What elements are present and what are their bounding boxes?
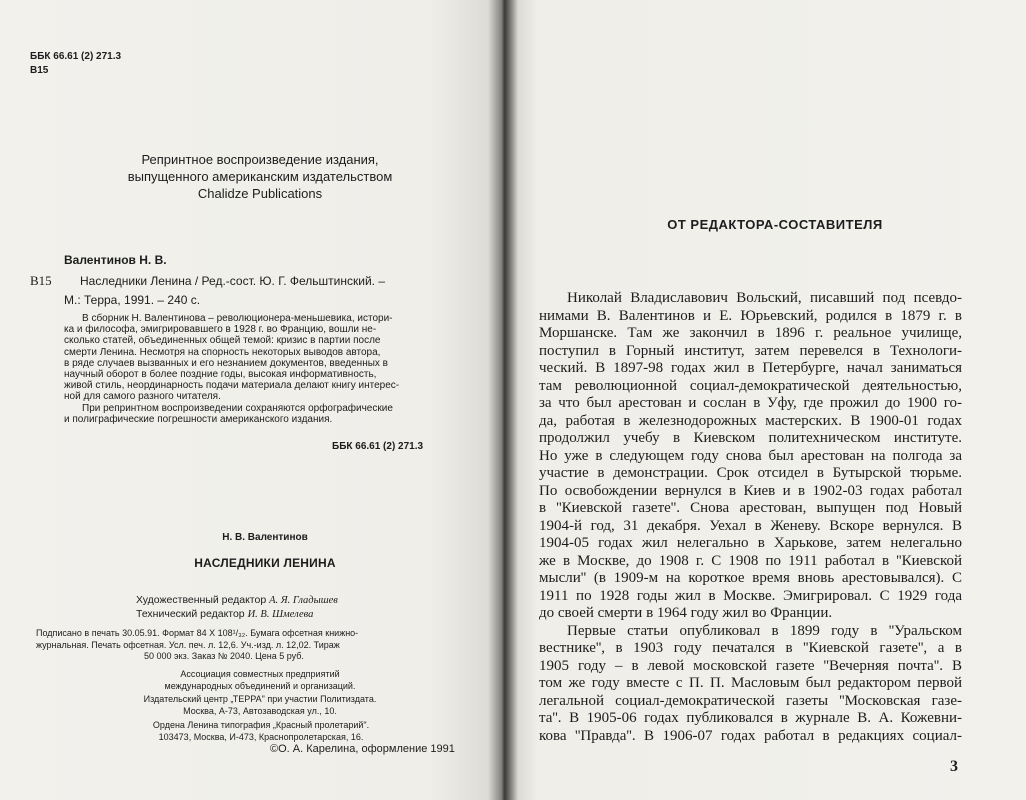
body-line: Николай Владиславович Вольский, писавший под псевдо- (567, 290, 962, 306)
body-line: за что был арестован и сослан в Уфу, где прожил до 1900 го- (539, 395, 962, 411)
copyright: ©О. А. Карелина, оформление 1991 (270, 743, 455, 755)
body-text (539, 290, 962, 745)
body-line: Но уже в следующем году снова был арестован на полгода за (539, 447, 962, 464)
book-gutter (488, 0, 518, 800)
body-line: поступил в Горный институт, затем перевелся в Технологи- (539, 342, 962, 359)
association-line: международных объединений и организаций. (164, 680, 356, 691)
print-data (36, 628, 466, 663)
print-data-line: 50 000 экз. Заказ № 2040. Цена 5 руб. (144, 651, 304, 661)
annotation-line: В сборник Н. Валентинова – революционера-меньшевика, истори- (82, 313, 393, 324)
tech-editor (136, 608, 313, 620)
print-data-line: журнальная. Печать офсетная. Усл. печ. л. 12,6. Уч.-изд. л. 12,02. Тираж (36, 639, 340, 650)
body-line: участие в демонстрации. Срок отсидел в Бутырской тюрьме. (539, 465, 962, 481)
bibliographic-entry (64, 272, 464, 310)
annotation-line: смерти Ленина. Несмотря на спорность некоторых выводов автора, (64, 346, 381, 358)
body-line: до своей смерти в 1964 году жил во Франции. (539, 605, 833, 621)
page-number: 3 (950, 758, 958, 775)
body-line: же в Москве, до 1908 г. С 1908 по 1911 работал в ''Киевской (539, 552, 962, 569)
body-line: Первые статьи опубликовал в 1899 году в ''Уральском (567, 622, 962, 639)
reprint-notice (70, 151, 450, 202)
section-heading: ОТ РЕДАКТОРА-СОСТАВИТЕЛЯ (667, 217, 883, 232)
art-editor-label: Художественный редактор (136, 594, 267, 606)
body-line: 1911 по 1928 годы жил в Москве. Эмигрировал. С 1929 года (539, 587, 962, 604)
annotation-line: При репринтном воспроизведении сохраняются орфографические (82, 402, 393, 414)
bbk-code-top (30, 50, 121, 78)
imprint-title: НАСЛЕДНИКИ ЛЕНИНА (194, 556, 336, 570)
left-page (0, 0, 506, 800)
bbk-top-line: В15 (30, 65, 49, 76)
annotation-line: сколько статей, объединенных общей темой: кризис в партии после (64, 335, 381, 347)
right-page (506, 0, 1026, 800)
body-line: да, работая в железнодорожных мастерских. В 1900-01 годах (539, 412, 962, 429)
reprint-line: выпущенного американским издательством (127, 169, 393, 184)
publisher (90, 694, 430, 717)
association (140, 669, 380, 692)
printer-line: Ордена Ленина типография „Красный пролетарий". (152, 720, 370, 730)
annotation-line: ка и философа, эмигрировавшего в 1928 г. во Францию, вошли не- (64, 324, 377, 336)
body-line: 1904-05 годах жил нелегально в Харькове, затем нелегально (539, 535, 962, 551)
imprint-author: Н. В. Валентинов (222, 532, 308, 543)
bib-line: Наследники Ленина / Ред.-сост. Ю. Г. Фельштинский. – (80, 274, 386, 288)
body-line: в ''Киевской газете''. Снова арестован, выпущен под Новый (539, 500, 962, 516)
bbk-code-bottom: ББК 66.61 (2) 271.3 (332, 441, 424, 452)
annotation (64, 313, 466, 425)
annotation-line: живой стиль, неординарность подачи материала делают книгу интерес- (64, 380, 400, 392)
annotation-line: и полиграфические погрешности американского издания. (64, 413, 333, 425)
body-line: том же году вместе с П. П. Масловым был редактором первой (539, 675, 962, 691)
body-line: там революционной социал-демократической деятельностью, (539, 377, 962, 394)
publisher-line: Издательский центр „ТЕРРА" при участии Политиздата. (143, 694, 377, 704)
author-heading: Валентинов Н. В. (64, 253, 167, 267)
body-line: Моршанске. Там же закончил в 1896 г. реальное училище, (539, 325, 962, 341)
body-line: легальной социал-демократической газеты ''Московская газе- (539, 692, 962, 709)
print-data-line: Подписано в печать 30.05.91. Формат 84 X 108¹/₃₂. Бумага офсетная книжно- (36, 628, 359, 638)
printer (96, 720, 426, 743)
body-line: ческий. В 1897-98 годах жил в Петербурге, начал заниматься (539, 360, 962, 376)
tech-editor-name: И. В. Шмелева (247, 609, 314, 620)
publisher-line: Москва, А-73, Автозаводская ул., 10. (183, 705, 337, 716)
tech-editor-label: Технический редактор (136, 608, 245, 620)
art-editor-name: А. Я. Гладышев (269, 595, 338, 606)
bbk-top-line: ББК 66.61 (2) 271.3 (30, 51, 122, 62)
body-line: 1905 году – в левой московской газете ''Вечерняя почта''. В (539, 657, 962, 674)
bib-line: М.: Терра, 1991. – 240 с. (64, 293, 201, 307)
body-line: 1904-й год, 31 декабря. Уехал в Женеву. Вскоре вернулся. В (539, 517, 962, 534)
body-line: продолжил учебу в Киевском политехническом институте. (539, 430, 962, 446)
art-editor (136, 594, 338, 606)
annotation-line: ной для самого разного читателя. (64, 391, 221, 403)
b15-mark: В15 (30, 273, 52, 288)
body-line: нимами В. Валентинов и Е. Юрьевский, родился в 1879 г. в (539, 307, 962, 324)
reprint-line: Репринтное воспроизведение издания, (141, 152, 379, 167)
reprint-line: Chalidze Publications (197, 186, 323, 201)
body-line: та''. В 1905-06 годах публиковался в журнале В. А. Кожевни- (539, 710, 962, 726)
body-line: кова ''Правда''. В 1906-07 годах работал в редакциях социал- (539, 727, 962, 744)
body-line: мысли'' (в 1909-м на короткое время вновь арестовывался). С (539, 570, 962, 586)
annotation-line: в ряде случаев вызванных и его незнанием документов, введенных в (64, 357, 388, 369)
association-line: Ассоциация совместных предприятий (180, 669, 340, 679)
body-line: По освобождении вернулся в Киев и в 1902-03 годах работал (539, 482, 962, 499)
annotation-line: научный оборот в более поздние годы, высокая информативность, (64, 369, 377, 381)
printer-line: 103473, Москва, И-473, Краснопролетарская, 16. (158, 731, 364, 742)
body-line: вестнике'', в 1903 году печатался в ''Киевской газете'', а в (539, 640, 962, 656)
